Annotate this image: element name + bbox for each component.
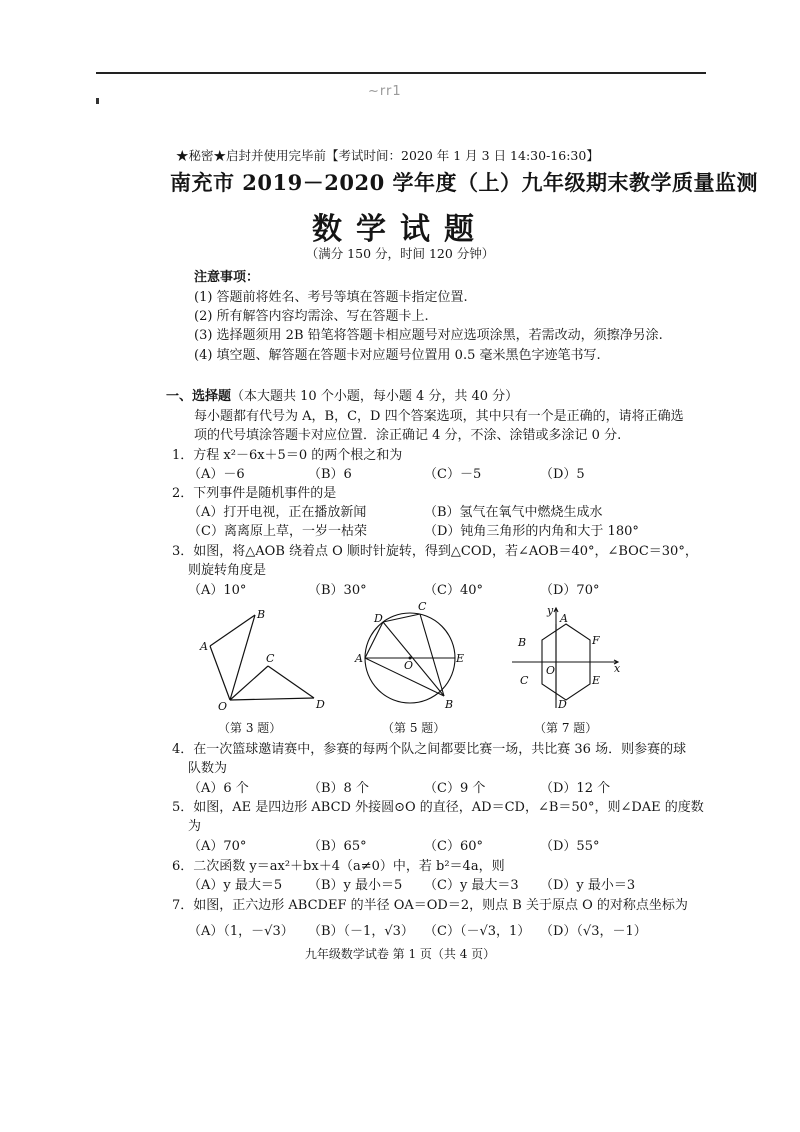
- option-c: （C）离离原上草，一岁一枯荣: [188, 524, 367, 539]
- label-o: O: [218, 700, 228, 713]
- question-stem: 7．如图，正六边形 ABCDEF 的半径 OA＝OD＝2，则点 B 关于原点 O 的对称点坐标为: [172, 898, 688, 913]
- figure-caption: （第 5 题）: [382, 721, 446, 735]
- option-d: （D）y 最小＝3: [540, 878, 636, 893]
- option-b: （B）y 最小＝5: [308, 878, 403, 893]
- figure-q3: [196, 602, 336, 714]
- confidential-line: ★秘密★启封并使用完毕前【考试时间：2020 年 1 月 3 日 14:30-16:30】: [176, 148, 599, 163]
- question-stem: 3．如图，将△AOB 绕着点 O 顺时针旋转，得到△COD，若∠AOB＝40°，∠BOC＝30°，: [172, 544, 698, 559]
- question-stem: 1．方程 x²－6x＋5＝0 的两个根之和为: [172, 448, 403, 463]
- label-b: B: [445, 698, 454, 711]
- option-b: （B）65°: [308, 839, 367, 854]
- label-o: O: [546, 664, 556, 677]
- label-a: A: [355, 652, 363, 665]
- question-stem-cont: 为: [188, 819, 202, 834]
- question-stem: 6．二次函数 y＝ax²＋bx＋4（a≠0）中，若 b²＝4a，则: [172, 859, 505, 874]
- subject-title: 数学试题: [312, 212, 488, 247]
- option-d: （D）12 个: [540, 781, 611, 796]
- option-b: （B）6: [308, 467, 352, 482]
- top-rule: [96, 72, 706, 74]
- option-a: （A）打开电视，正在播放新闻: [188, 505, 367, 520]
- option-b: （B）氢气在氧气中燃烧生成水: [424, 505, 603, 520]
- section-heading: [166, 385, 518, 404]
- label-y: y: [547, 604, 554, 617]
- question-stem-cont: 队数为: [188, 761, 228, 776]
- option-c: （C）40°: [424, 583, 483, 598]
- question-stem: 2．下列事件是随机事件的是: [172, 486, 337, 501]
- option-b: （B）8 个: [308, 781, 369, 796]
- option-a: （A）70°: [188, 839, 247, 854]
- label-d: D: [316, 698, 325, 711]
- section-label: 一、选择题: [166, 389, 232, 404]
- option-c: （C）y 最大＝3: [424, 878, 519, 893]
- margin-mark: [96, 98, 99, 104]
- figure-caption: （第 3 题）: [218, 721, 282, 735]
- option-c: （C）9 个: [424, 781, 486, 796]
- label-e: E: [456, 652, 465, 665]
- figure-q7: [508, 600, 624, 712]
- section-note: （本大题共 10 个小题，每小题 4 分，共 40 分）: [231, 389, 519, 404]
- label-c: C: [520, 674, 529, 687]
- label-a: A: [560, 612, 568, 625]
- option-a: （A）y 最大＝5: [188, 878, 283, 893]
- question-stem-cont: 则旋转角度是: [188, 563, 267, 578]
- option-a: （A）6 个: [188, 781, 249, 796]
- label-a: A: [200, 640, 208, 653]
- label-b: B: [257, 608, 266, 621]
- label-c: C: [266, 652, 275, 665]
- section-instruction: 每小题都有代号为 A，B，C，D 四个答案选项，其中只有一个是正确的，请将正确选: [194, 409, 684, 424]
- option-d: （D）70°: [540, 583, 600, 598]
- option-c: （C）60°: [424, 839, 483, 854]
- label-f: F: [592, 634, 600, 647]
- label-o: O: [404, 659, 414, 672]
- notes-heading: 注意事项：: [194, 270, 260, 285]
- option-c: （C）－5: [424, 467, 482, 482]
- note-item: (4) 填空题、解答题在答题卡对应题号位置用 0.5 毫米黑色字迹笔书写.: [194, 348, 601, 363]
- option-d: （D）5: [540, 467, 585, 482]
- note-item: (2) 所有解答内容均需涂、写在答题卡上.: [194, 309, 429, 324]
- label-d: D: [558, 698, 567, 711]
- score-info: （满分 150 分，时间 120 分钟）: [305, 246, 495, 261]
- option-a: （A）10°: [188, 583, 247, 598]
- option-d: （D）（√3，－1）: [540, 924, 647, 939]
- option-d: （D）55°: [540, 839, 600, 854]
- note-item: (3) 选择题须用 2B 铅笔将答题卡相应题号对应选项涂黑，若需改动，须擦净另涂.: [194, 328, 663, 343]
- page-footer: 九年级数学试卷 第 1 页（共 4 页）: [304, 947, 496, 961]
- label-c: C: [418, 600, 427, 613]
- section-instruction: 项的代号填涂答题卡对应位置．涂正确记 4 分，不涂、涂错或多涂记 0 分.: [194, 428, 622, 443]
- question-stem: 4．在一次篮球邀请赛中，参赛的每两个队之间都要比赛一场，共比赛 36 场．则参赛的球: [172, 742, 687, 757]
- figure-q5: [352, 600, 472, 716]
- figure-caption: （第 7 题）: [534, 721, 598, 735]
- label-d: D: [374, 612, 383, 625]
- option-b: （B）30°: [308, 583, 367, 598]
- option-c: （C）（－√3，1）: [424, 924, 531, 939]
- label-e: E: [592, 674, 601, 687]
- exam-title: 南充市 2019－2020 学年度（上）九年级期末教学质量监测: [170, 170, 759, 195]
- label-x: x: [614, 662, 621, 675]
- question-stem: 5．如图，AE 是四边形 ABCD 外接圆⊙O 的直径，AD＝CD，∠B＝50°，则∠DAE 的度数: [172, 800, 704, 815]
- note-item: (1) 答题前将姓名、考号等填在答题卡指定位置.: [194, 290, 468, 305]
- label-b: B: [518, 636, 527, 649]
- option-d: （D）钝角三角形的内角和大于 180°: [424, 524, 639, 539]
- option-b: （B）（－1，√3）: [308, 924, 414, 939]
- option-a: （A）－6: [188, 467, 245, 482]
- handwritten-mark: ~rr1: [368, 84, 402, 99]
- option-a: （A）（1，－√3）: [188, 924, 294, 939]
